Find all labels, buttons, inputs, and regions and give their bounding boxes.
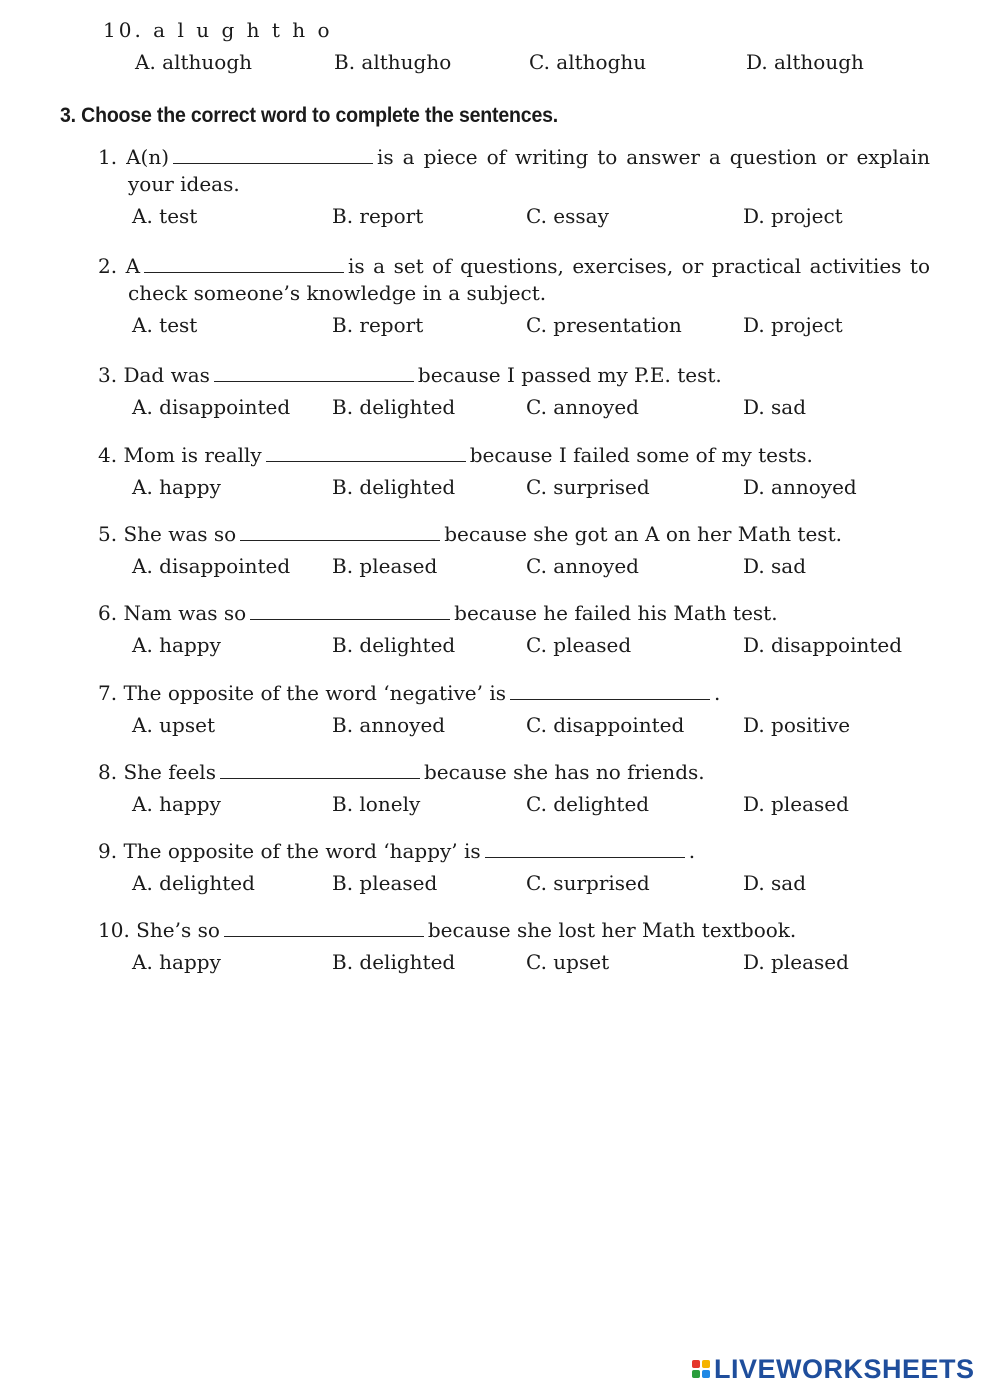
question-item [98,521,930,584]
liveworksheets-logo [692,1352,975,1386]
option-a[interactable]: A. happy [132,475,221,499]
question-stem [98,253,930,307]
question-item [98,362,930,425]
answer-blank[interactable] [485,841,685,858]
answer-options [103,50,963,80]
option-d[interactable]: D. sad [743,395,807,419]
option-c[interactable]: C. surprised [526,475,650,499]
question-text-after: because I passed my P.E. test. [417,363,722,387]
option-a[interactable]: A. disappointed [132,395,291,419]
option-d[interactable]: D. although [746,50,864,74]
answer-blank[interactable] [510,683,710,700]
option-d[interactable]: D. pleased [743,792,849,816]
question-text-after: is a piece of writing to answer a question or explain your ideas. [128,145,930,196]
question-text-after: . [713,681,721,705]
answer-blank[interactable] [266,445,466,462]
option-b[interactable]: B. lonely [332,792,421,816]
question-text-before: Nam was so [123,601,247,625]
option-d[interactable]: D. positive [743,713,851,737]
option-a[interactable]: A. delighted [132,871,255,895]
previous-question-10 [103,18,963,80]
answer-options [98,554,930,584]
option-b[interactable]: B. annoyed [332,713,446,737]
question-item [98,144,930,234]
question-number: 10. [98,918,130,942]
option-a[interactable]: A. test [132,313,198,337]
option-c[interactable]: C. essay [526,204,609,228]
question-number: 4. [98,443,118,467]
option-c[interactable]: C. disappointed [526,713,685,737]
option-d[interactable]: D. disappointed [743,633,903,657]
option-d[interactable]: D. annoyed [743,475,857,499]
question-text-before: She was so [123,522,237,546]
question-text-after: because she got an A on her Math test. [444,522,842,546]
answer-options [98,792,930,822]
option-a[interactable]: A. test [132,204,198,228]
option-c[interactable]: C. annoyed [526,395,639,419]
question-stem [98,442,930,469]
question-text-before: Mom is really [123,443,262,467]
question-number: 2. [98,254,118,278]
question-number: 5. [98,522,118,546]
option-a[interactable]: A. happy [132,950,221,974]
answer-blank[interactable] [224,920,424,937]
question-text-before: She’s so [136,918,220,942]
option-a[interactable]: A. althuogh [135,50,253,74]
question-stem [98,917,930,944]
option-d[interactable]: D. sad [743,871,807,895]
answer-options [98,633,930,663]
option-b[interactable]: B. delighted [332,950,456,974]
question-item [98,917,930,980]
option-d[interactable]: D. pleased [743,950,849,974]
option-c[interactable]: C. surprised [526,871,650,895]
question-text-before: The opposite of the word ‘happy’ is [123,839,481,863]
question-text-before: A [125,254,141,278]
question-item [98,680,930,743]
option-c[interactable]: C. delighted [526,792,650,816]
answer-blank[interactable] [173,147,373,164]
option-a[interactable]: A. happy [132,792,221,816]
option-c[interactable]: C. annoyed [526,554,639,578]
question-number: 1. [98,145,118,169]
option-d[interactable]: D. project [743,204,843,228]
question-text-before: A(n) [126,145,170,169]
option-c[interactable]: C. presentation [526,313,682,337]
option-a[interactable]: A. disappointed [132,554,291,578]
answer-blank[interactable] [240,524,440,541]
option-b[interactable]: B. pleased [332,554,438,578]
question-stem [98,759,930,786]
question-text-after: because he failed his Math test. [454,601,778,625]
option-b[interactable]: B. delighted [332,633,456,657]
question-text-after: because she has no friends. [423,760,705,784]
question-stem [98,362,930,389]
answer-options [98,475,930,505]
logo-text: LIVEWORKSHEETS [714,1353,975,1384]
question-item [98,253,930,343]
question-number: 10. [103,18,144,42]
question-item [98,442,930,505]
question-number: 9. [98,839,118,863]
option-a[interactable]: A. happy [132,633,221,657]
option-b[interactable]: B. delighted [332,395,456,419]
question-text-after: because she lost her Math textbook. [427,918,797,942]
question-text-after: . [688,839,696,863]
option-b[interactable]: B. report [332,313,424,337]
answer-blank[interactable] [214,365,414,382]
question-stem [98,144,930,198]
question-stem [98,521,930,548]
answer-options [98,871,930,901]
question-text-before: The opposite of the word ‘negative’ is [123,681,506,705]
question-text-after: is a set of questions, exercises, or practical activities to check someone’s knowledge in a subject. [128,254,930,305]
option-b[interactable]: B. delighted [332,475,456,499]
answer-options [98,313,930,343]
liveworksheets-logo-icon [692,1360,710,1378]
option-b[interactable]: B. pleased [332,871,438,895]
question-item [98,600,930,663]
option-c[interactable]: C. pleased [526,633,632,657]
question-stem [103,18,963,42]
question-stem [98,600,930,627]
question-stem [98,838,930,865]
section-title: 3. Choose the correct word to complete the sentences. [60,104,559,127]
question-number: 6. [98,601,118,625]
option-b[interactable]: B. althugho [334,50,452,74]
question-stem [98,680,930,707]
option-b[interactable]: B. report [332,204,424,228]
option-d[interactable]: D. project [743,313,843,337]
option-d[interactable]: D. sad [743,554,807,578]
answer-blank[interactable] [250,603,450,620]
question-number: 7. [98,681,118,705]
answer-options [98,950,930,980]
question-item [98,759,930,822]
option-c[interactable]: C. althoghu [529,50,647,74]
answer-options [98,713,930,743]
option-c[interactable]: C. upset [526,950,610,974]
question-number: 8. [98,760,118,784]
question-text-after: because I failed some of my tests. [469,443,813,467]
answer-options [98,204,930,234]
question-number: 3. [98,363,118,387]
question-item [98,838,930,901]
scrambled-word: a l u g h t h o [153,18,333,42]
option-a[interactable]: A. upset [132,713,215,737]
question-text-before: Dad was [123,363,210,387]
answer-blank[interactable] [220,762,420,779]
question-text-before: She feels [123,760,216,784]
answer-blank[interactable] [144,256,344,273]
answer-options [98,395,930,425]
